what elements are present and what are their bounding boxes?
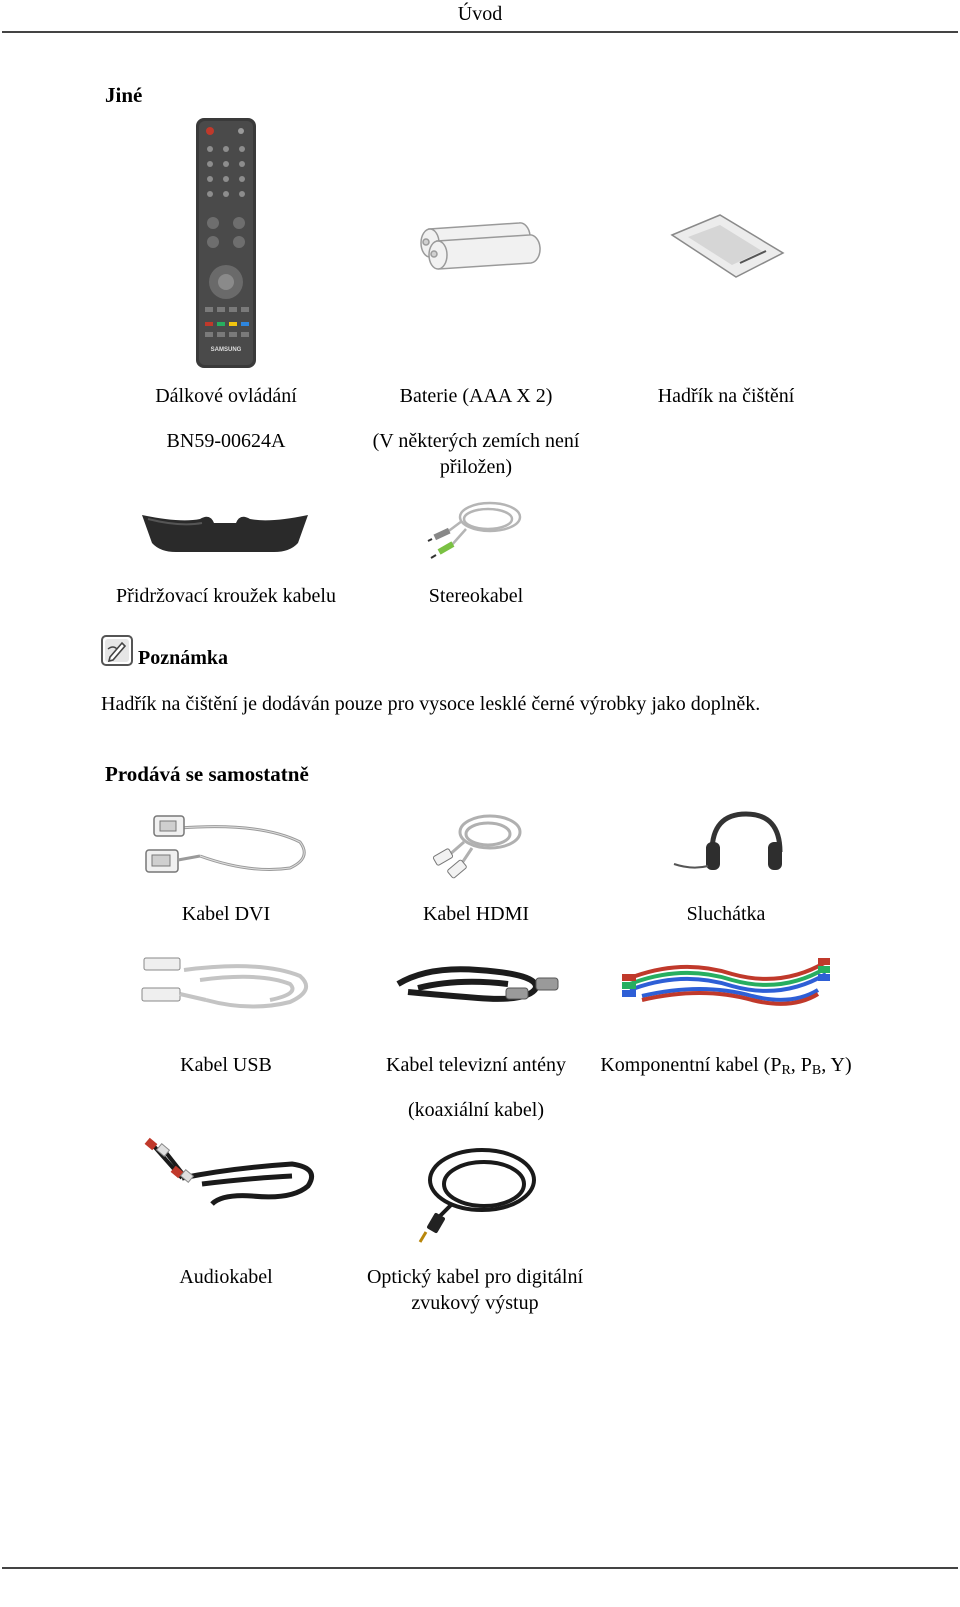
optical-cable-image (412, 1140, 542, 1246)
note-text: Hadřík na čištění je dodáván pouze pro vysoce lesklé černé výrobky jako doplněk. (101, 693, 761, 715)
remote-control-image (195, 117, 257, 369)
caption-optical-cable: Optický kabel pro digitální zvukový výstup (366, 1266, 584, 1314)
note-title: Poznámka (138, 647, 228, 669)
header-divider (2, 31, 958, 33)
footer-divider (2, 1567, 958, 1569)
caption-antenna-cable: Kabel televizní antény (386, 1054, 566, 1076)
antenna-cable-image (388, 958, 563, 1008)
caption-component-sub-b: B (811, 1063, 822, 1078)
usb-cable-image (140, 950, 315, 1016)
caption-cable-holding-ring: Přidržovací kroužek kabelu (116, 585, 336, 607)
caption-batteries: Baterie (AAA X 2) (399, 385, 553, 407)
caption-component-sub-r: R (781, 1063, 791, 1078)
note-icon (101, 635, 133, 666)
component-cable-image (622, 952, 832, 1014)
caption-component-suffix: , Y) (821, 1054, 852, 1076)
page-header-title: Úvod (457, 3, 503, 25)
hdmi-cable-image (430, 808, 524, 880)
audio-cable-image (142, 1138, 322, 1220)
remote-brand-label: SAMSUNG (210, 347, 242, 353)
stereo-cable-image (428, 495, 526, 561)
caption-remote-model: BN59-00624A (166, 430, 286, 452)
caption-remote-control: Dálkové ovládání (155, 385, 297, 407)
section-title-other: Jiné (105, 83, 143, 107)
caption-hdmi-cable: Kabel HDMI (422, 903, 530, 925)
headphones-image (672, 810, 784, 876)
cable-holding-ring-image (140, 509, 310, 553)
caption-dvi-cable: Kabel DVI (181, 903, 271, 925)
caption-headphones: Sluchátka (686, 903, 766, 925)
caption-stereo-cable: Stereokabel (428, 585, 524, 607)
caption-antenna-cable-detail: (koaxiální kabel) (407, 1099, 545, 1121)
caption-batteries-note: (V některých zemích není přiložen) (372, 430, 580, 478)
caption-audio-cable: Audiokabel (179, 1266, 273, 1288)
section-title-sold-separately: Prodává se samostatně (105, 762, 309, 786)
caption-component-cable (596, 1052, 856, 1084)
caption-usb-cable: Kabel USB (180, 1054, 272, 1076)
caption-component-prefix: Komponentní kabel (P (600, 1054, 782, 1076)
cleaning-cloth-image (670, 213, 785, 278)
dvi-cable-image (140, 812, 314, 880)
batteries-image (415, 215, 543, 275)
caption-cleaning-cloth: Hadřík na čištění (657, 385, 795, 407)
caption-component-mid: , P (790, 1054, 812, 1076)
